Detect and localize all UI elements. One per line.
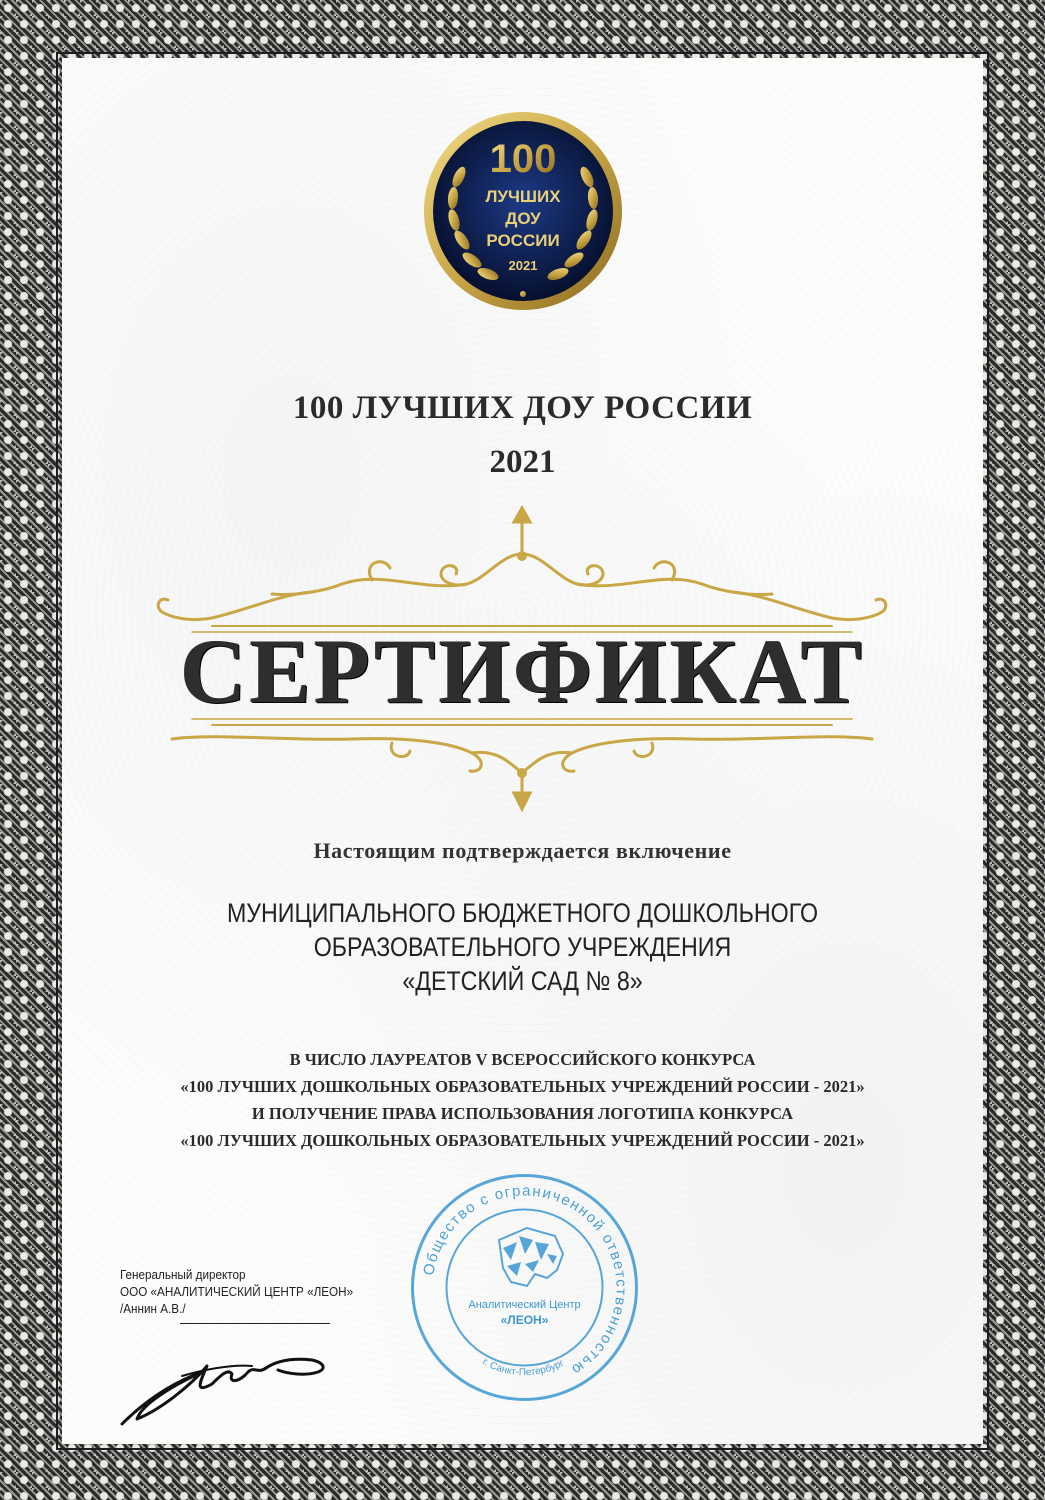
medal-year: 2021 xyxy=(508,258,538,273)
statement-line: В ЧИСЛО ЛАУРЕАТОВ V ВСЕРОССИЙСКОГО КОНКУРСА xyxy=(289,1050,756,1069)
organization-name xyxy=(126,896,918,998)
contest-title: 100 ЛУЧШИХ ДОУ РОССИИ xyxy=(292,390,753,426)
stamp-center-line1: Аналитический Центр xyxy=(468,1299,581,1311)
handwritten-signature xyxy=(82,1324,342,1434)
lion-logo xyxy=(499,1228,563,1286)
organization-line: МУНИЦИПАЛЬНОГО БЮДЖЕТНОГО ДОШКОЛЬНОГО xyxy=(226,898,819,928)
statement-line: И ПОЛУЧЕНИЕ ПРАВА ИСПОЛЬЗОВАНИЯ ЛОГОТИПА КОНКУРСА xyxy=(251,1104,794,1123)
svg-text:Общество с ограниченной ответс xyxy=(420,1182,629,1378)
statement-line: «100 ЛУЧШИХ ДОШКОЛЬНЫХ ОБРАЗОВАТЕЛЬНЫХ УЧРЕЖДЕНИЙ РОССИИ - 2021» xyxy=(180,1131,865,1150)
organization-line: ОБРАЗОВАТЕЛЬНОГО УЧРЕЖДЕНИЯ xyxy=(313,932,732,962)
contest-year: 2021 xyxy=(489,444,556,480)
certificate-title: СЕРТИФИКАТ xyxy=(179,620,866,722)
signatory-block xyxy=(120,1266,353,1317)
medal-line1: ЛУЧШИХ xyxy=(485,187,561,206)
signatory-position: Генеральный директор xyxy=(120,1267,246,1282)
medal-line3: РОССИИ xyxy=(486,231,560,250)
organization-line: «ДЕТСКИЙ САД № 8» xyxy=(402,966,643,996)
statement-line: «100 ЛУЧШИХ ДОШКОЛЬНЫХ ОБРАЗОВАТЕЛЬНЫХ УЧРЕЖДЕНИЙ РОССИИ - 2021» xyxy=(180,1077,865,1096)
stamp-ring-text: Общество с ограниченной ответственностью xyxy=(420,1182,630,1379)
medal-number: 100 xyxy=(489,137,557,181)
certificate-body xyxy=(62,58,983,1444)
stamp-center-line2: «ЛЕОН» xyxy=(500,1313,549,1327)
confirmation-text: Настоящим подтверждается включение xyxy=(313,838,732,863)
stamp-city: г. Санкт-Петербург xyxy=(480,1356,567,1379)
bottom-flourish-ornament xyxy=(152,713,892,813)
certificate-statement xyxy=(62,1046,983,1154)
company-stamp xyxy=(407,1170,642,1405)
medal-line2: ДОУ xyxy=(505,209,541,228)
signatory-name: /Аннин А.В./ xyxy=(120,1301,186,1316)
medal-emblem xyxy=(422,110,624,312)
signatory-company: ООО «АНАЛИТИЧЕСКИЙ ЦЕНТР «ЛЕОН» xyxy=(120,1284,354,1299)
